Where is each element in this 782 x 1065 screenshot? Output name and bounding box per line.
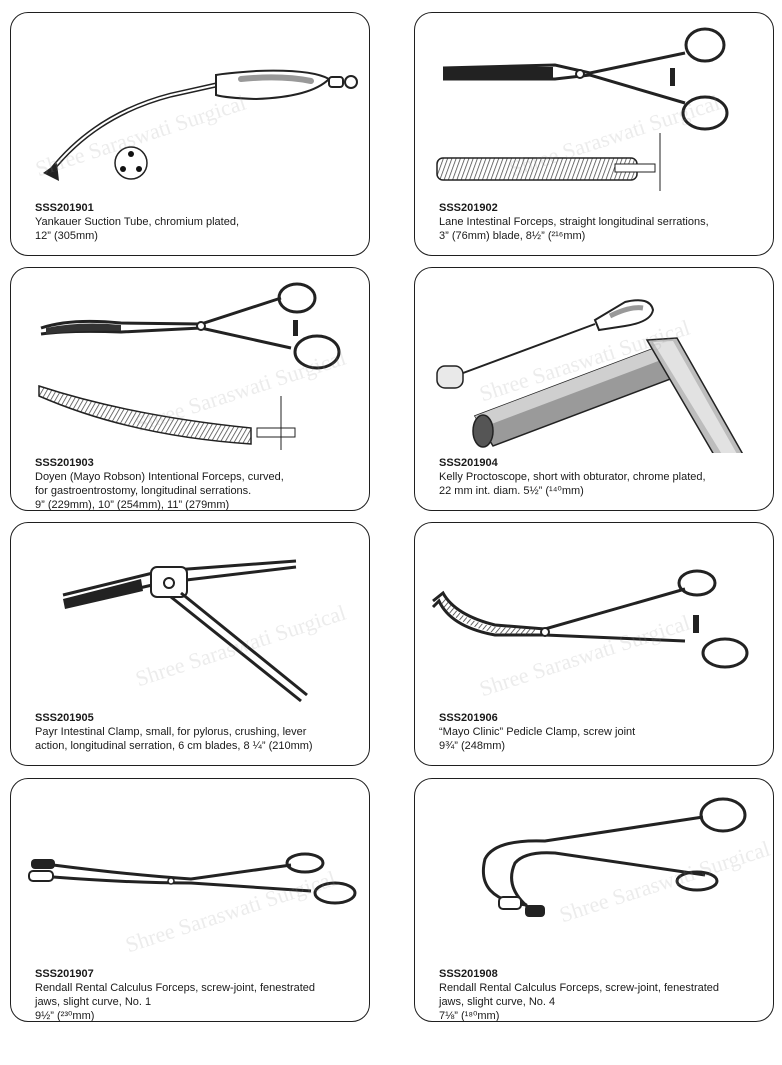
lane-intestinal-forceps-illustration xyxy=(415,13,774,198)
product-description xyxy=(35,201,355,243)
product-card-3 xyxy=(10,267,370,511)
product-description xyxy=(439,711,759,753)
product-text-line: Rendall Rental Calculus Forceps, screw-joint, fenestrated xyxy=(35,982,316,994)
product-description xyxy=(439,201,759,243)
product-text-line: jaws, slight curve, No. 1 xyxy=(35,996,152,1008)
mayo-clinic-pedicle-clamp-illustration xyxy=(415,523,774,708)
product-text-line: Yankauer Suction Tube, chromium plated, xyxy=(35,216,240,228)
rendall-calculus-forceps-no4-illustration xyxy=(415,779,774,964)
product-card-8 xyxy=(414,778,774,1022)
product-code: SSS201903 xyxy=(35,457,94,469)
payr-intestinal-clamp-illustration xyxy=(11,523,370,708)
product-card-1 xyxy=(10,12,370,256)
product-text-line: Kelly Proctoscope, short with obturator, chrome plated, xyxy=(439,471,706,483)
watermark: Shree Saraswati Surgical xyxy=(132,344,349,437)
product-text-line: Rendall Rental Calculus Forceps, screw-joint, fenestrated xyxy=(439,982,720,994)
watermark: Shree Saraswati Surgical xyxy=(132,599,349,692)
product-card-7 xyxy=(10,778,370,1022)
watermark: Shree Saraswati Surgical xyxy=(556,835,773,928)
watermark: Shree Saraswati Surgical xyxy=(122,865,339,958)
kelly-proctoscope-illustration xyxy=(415,268,774,453)
product-text-line: 7⅛” (¹⁸⁰mm) xyxy=(439,1010,500,1022)
product-text-line: jaws, slight curve, No. 4 xyxy=(439,996,556,1008)
product-code: SSS201902 xyxy=(439,202,498,214)
product-code: SSS201906 xyxy=(439,712,498,724)
product-text-line: 9” (229mm), 10” (254mm), 11” (279mm) xyxy=(35,499,230,511)
product-description xyxy=(35,456,355,511)
product-description xyxy=(35,711,355,753)
product-description xyxy=(439,967,759,1022)
product-text-line: 22 mm int. diam. 5½” (¹⁴⁰mm) xyxy=(439,485,584,497)
product-card-6 xyxy=(414,522,774,766)
product-text-line: Lane Intestinal Forceps, straight longitudinal serrations, xyxy=(439,216,709,228)
product-description xyxy=(35,967,355,1022)
rendall-calculus-forceps-no1-illustration xyxy=(11,779,370,964)
product-text-line: for gastroentrostomy, longitudinal serrations. xyxy=(35,485,252,497)
watermark: Shree Saraswati Surgical xyxy=(32,89,249,182)
product-code: SSS201908 xyxy=(439,968,498,980)
product-text-line: 12” (305mm) xyxy=(35,230,98,242)
yankauer-suction-tube-illustration xyxy=(11,13,370,198)
product-text-line: “Mayo Clinic” Pedicle Clamp, screw joint xyxy=(439,726,636,738)
watermark: Shree Saraswati Surgical xyxy=(476,609,693,702)
product-code: SSS201905 xyxy=(35,712,94,724)
product-text-line: action, longitudinal serration, 6 cm blades, 8 ¼” (210mm) xyxy=(35,740,313,752)
watermark: Shree Saraswati Surgical xyxy=(476,314,693,407)
product-text-line: Payr Intestinal Clamp, small, for pylorus, crushing, lever xyxy=(35,726,307,738)
product-text-line: 9¾” (248mm) xyxy=(439,740,506,752)
product-text-line: Doyen (Mayo Robson) Intentional Forceps, curved, xyxy=(35,471,284,483)
product-description xyxy=(439,456,759,498)
watermark: Shree Saraswati Surgical xyxy=(506,89,723,182)
product-card-5 xyxy=(10,522,370,766)
product-code: SSS201907 xyxy=(35,968,94,980)
product-text-line: 9½” (²³⁰mm) xyxy=(35,1010,95,1022)
product-code: SSS201901 xyxy=(35,202,94,214)
product-card-2 xyxy=(414,12,774,256)
doyen-forceps-illustration xyxy=(11,268,370,453)
product-card-4 xyxy=(414,267,774,511)
product-text-line: 3” (76mm) blade, 8½” (²¹⁶mm) xyxy=(439,230,586,242)
product-code: SSS201904 xyxy=(439,457,498,469)
